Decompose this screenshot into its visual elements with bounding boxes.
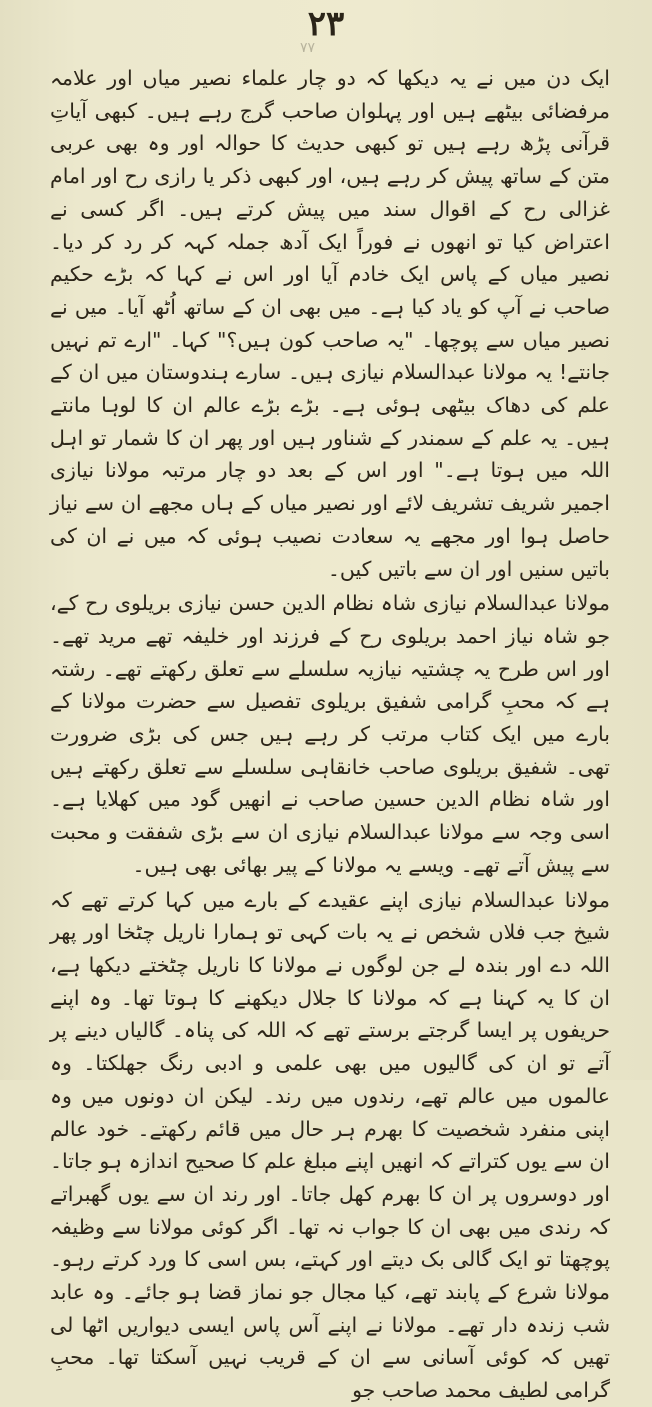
paragraph-2: مولانا عبدالسلام نیازی شاہ نظام الدین حسن نیازی بریلوی رح کے، جو شاہ نیاز احمد بریلوی رح کے فرزند اور خلیفہ تھے مرید تھے۔ اور اس طرح یہ چشتیہ نیازیہ سلسلے سے تعلق رکھتے تھے۔ رشتہ ہے کہ محبِ گرامی شفیق بریلوی تفصیل سے حضرت مولانا کے بارے میں ایک کتاب مرتب کر رہے ہیں جس کی بڑی ضرورت تھی۔ شفیق بریلوی صاحب خانقاہی سلسلے سے تعلق رکھتے ہیں اور شاہ نظام الدین حسین صاحب نے انھیں گود میں کھلایا ہے۔ اسی وجہ سے مولانا عبدالسلام نیازی ان سے بڑی شفقت و محبت سے پیش آتے تھے۔ ویسے یہ مولانا کے پیر بھائی بھی ہیں۔ (50, 591, 610, 877)
paragraph-1: ایک دن میں نے یہ دیکھا کہ دو چار علماء نصیر میاں اور علامہ مرفضائی بیٹھے ہیں اور پہلوان صاحب گرج رہے ہیں۔ کبھی آیاتِ قرآنی پڑھ رہے ہیں تو کبھی حدیث کا حوالہ اور وہ بھی عربی متن کے ساتھ پیش کر رہے ہیں، اور کبھی ذکر یا رازی رح اور امام غزالی رح کے اقوال سند میں پیش کرتے ہیں۔ اگر کسی نے اعتراض کیا تو انھوں نے فوراً ایک آدھ جملہ کہہ کر رد کر دیا۔ نصیر میاں کے پاس ایک خادم آیا اور اس نے کہا کہ بڑے حکیم صاحب نے آپ کو یاد کیا ہے۔ میں بھی ان کے ساتھ اُٹھ آیا۔ میں نے نصیر میاں سے پوچھا۔ "یہ صاحب کون ہیں؟" کہا۔ "ارے تم نہیں جانتے! یہ مولانا عبدالسلام نیازی ہیں۔ سارے ہندوستان میں ان کے علم کی دھاک بیٹھی ہوئی ہے۔ بڑے بڑے عالم ان کا لوہا مانتے ہیں۔ یہ علم کے سمندر کے شناور ہیں اور پھر ان کا شمار تو اہل اللہ میں ہوتا ہے۔" اور اس کے بعد دو چار مرتبہ مولانا نیازی اجمیر شریف تشریف لائے اور نصیر میاں کے ہاں مجھے ان سے نیاز حاصل ہوا اور مجھے یہ سعادت نصیب ہوئی کہ میں نے ان کی باتیں سنیں اور ان سے باتیں کیں۔ (50, 66, 610, 581)
body-text (50, 62, 610, 1407)
paragraph-3: مولانا عبدالسلام نیازی اپنے عقیدے کے بارے میں کہا کرتے تھے کہ شیخ جب فلاں شخص نے یہ بات کہی تو ہمارا ناریل چٹخا اور پھر اللہ دے اور بندہ لے جن لوگوں نے مولانا کا ناریل چٹختے دیکھا ہے، ان کا یہ کہنا ہے کہ مولانا کا جلال دیکھنے کا ہوتا تھا۔ وہ اپنے حریفوں پر ایسا گرجتے برستے تھے کہ اللہ کی پناہ۔ گالیاں دینے پر آتے تو ان کی گالیوں میں بھی علمی و ادبی رنگ جھلکتا۔ وہ عالموں میں عالم تھے، رندوں میں رند۔ لیکن ان دونوں میں وہ اپنی منفرد شخصیت کا بھرم ہر حال میں قائم رکھتے۔ خود عالم ان سے یوں کتراتے کہ انھیں اپنے مبلغ علم کا صحیح اندازہ ہو جاتا۔ اور دوسروں پر ان کا بھرم کھل جاتا۔ اور رند ان سے یوں گھبراتے کہ رندی میں بھی ان کا جواب نہ تھا۔ اگر کوئی مولانا سے وظیفہ پوچھتا تو ایک گالی بک دیتے اور کہتے، بس اسی کا ورد کرتے رہو۔ مولانا شرع کے پابند تھے، کیا مجال جو نماز قضا ہو جائے۔ وہ عابد شب زندہ دار تھے۔ مولانا نے اپنے آس پاس ایسی دیواریں اٹھا لی تھیں کہ کوئی آسانی سے ان کے قریب نہیں آسکتا تھا۔ محبِ گرامی لطیف محمد صاحب جو (50, 887, 610, 1403)
faint-page-mark: ۷۷ (300, 40, 316, 56)
page-number: ۲۳ (307, 4, 345, 44)
